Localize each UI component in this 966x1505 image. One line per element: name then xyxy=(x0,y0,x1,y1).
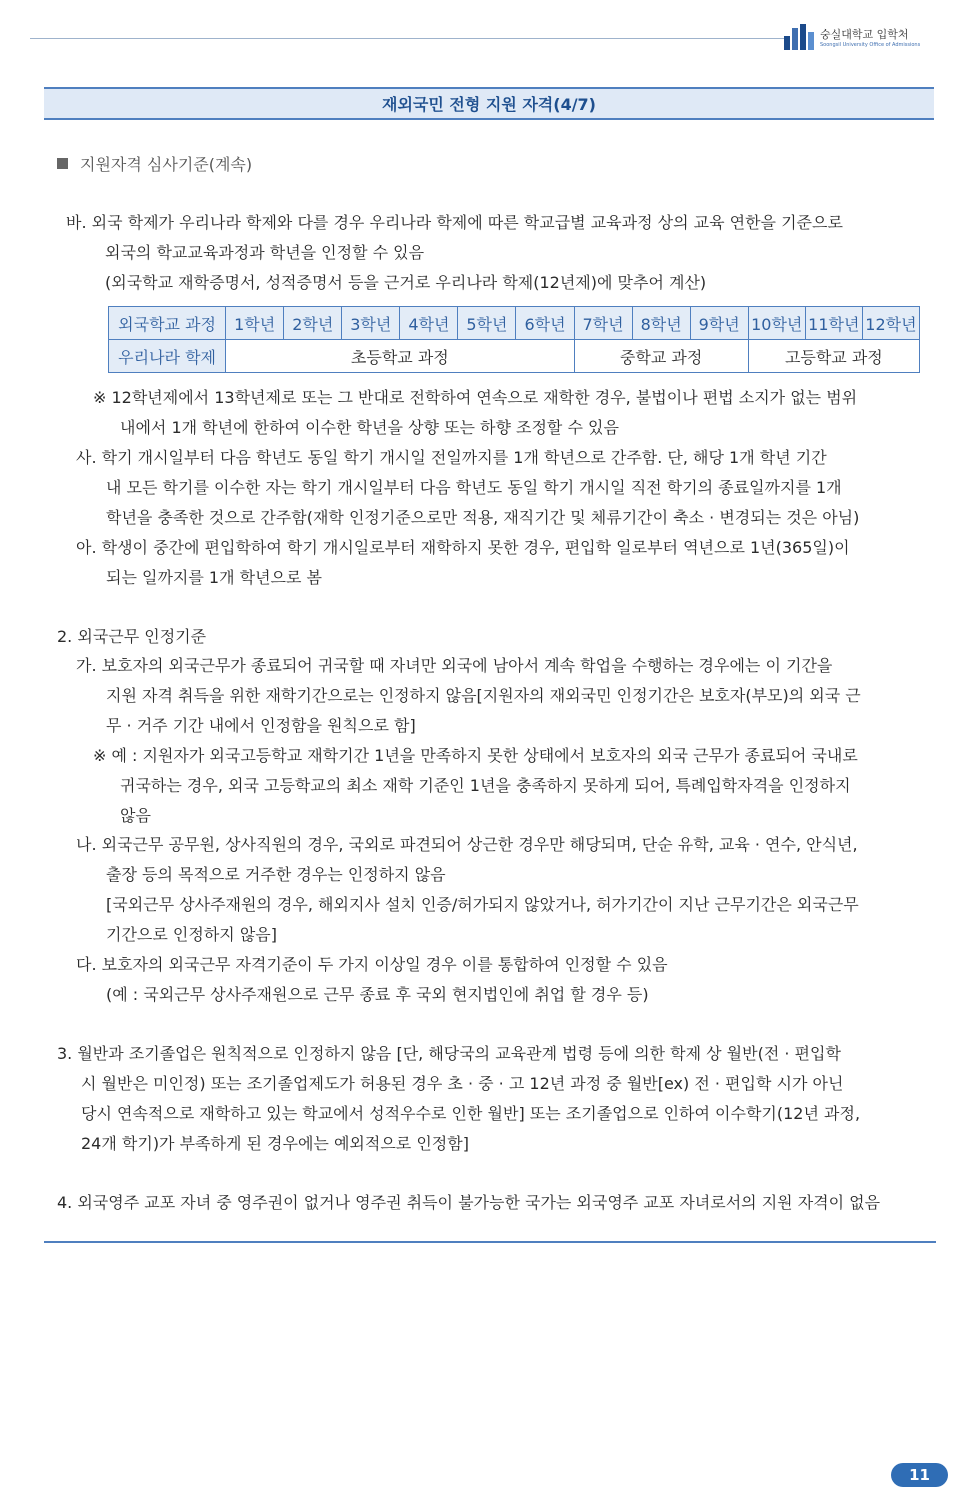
page-title-box xyxy=(44,87,934,120)
logo-english-text: Soongsil University Office of Admissions xyxy=(820,42,921,48)
item-ga-line2: 지원 자격 취득을 위한 재학기간으로는 인정하지 않음[지원자의 재외국민 인정기간은 보호자(부모)의 외국 근 xyxy=(106,686,861,705)
grade-cell: 4학년 xyxy=(400,307,458,340)
item-ga-line3: 무 · 거주 기간 내에서 인정함을 원칙으로 함] xyxy=(106,716,416,735)
grade-cell: 5학년 xyxy=(458,307,516,340)
elementary-cell: 초등학교 과정 xyxy=(226,340,574,373)
grade-comparison-table xyxy=(108,306,920,373)
top-rule xyxy=(30,38,785,39)
note-line: ※ 예 : 지원자가 외국고등학교 재학기간 1년을 만족하지 못한 상태에서 보호자의 외국 근무가 종료되어 국내로 xyxy=(93,746,858,765)
item-na-line2: 출장 등의 목적으로 거주한 경우는 인정하지 않음 xyxy=(106,865,446,884)
item-da-line1: 다. 보호자의 외국근무 자격기준이 두 가지 이상일 경우 이를 통합하여 인정할 수 있음 xyxy=(76,955,668,974)
grade-cell: 2학년 xyxy=(284,307,342,340)
note-line: 내에서 1개 학년에 한하여 이수한 학년을 상향 또는 하향 조정할 수 있음 xyxy=(120,418,619,437)
grade-cell: 1학년 xyxy=(226,307,284,340)
grade-cell: 8학년 xyxy=(632,307,690,340)
logo-korean-text: 숭실대학교 입학처 xyxy=(820,28,909,41)
grade-cell: 12학년 xyxy=(862,307,919,340)
item-ba-line3: (외국학교 재학증명서, 성적증명서 등을 근거로 우리나라 학제(12년제)에 맞추어 계산) xyxy=(105,273,707,292)
item-ba-line2: 외국의 학교교육과정과 학년을 인정할 수 있음 xyxy=(105,243,425,262)
section-heading xyxy=(57,152,252,175)
item-ga-line1: 가. 보호자의 외국근무가 종료되어 귀국할 때 자녀만 외국에 남아서 계속 학업을 수행하는 경우에는 이 기간을 xyxy=(76,656,833,675)
item-a-line1: 아. 학생이 중간에 편입학하여 학기 개시일로부터 재학하지 못한 경우, 편입학 일로부터 역년으로 1년(365일)이 xyxy=(76,538,850,557)
item-sa-line1: 사. 학기 개시일부터 다음 학년도 동일 학기 개시일 전일까지를 1개 학년으로 간주함. 단, 해당 1개 학년 기간 xyxy=(76,448,827,467)
section-2-heading: 2. 외국근무 인정기준 xyxy=(57,627,207,646)
page-number: 11 xyxy=(909,1466,930,1484)
section-3-line4: 24개 학기)가 부족하게 된 경우에는 예외적으로 인정함] xyxy=(81,1134,469,1153)
note-line: 귀국하는 경우, 외국 고등학교의 최소 재학 기준인 1년을 충족하지 못하게 되어, 특례입학자격을 인정하지 xyxy=(120,776,851,795)
item-da-line2: (예 : 국외근무 상사주재원으로 근무 종료 후 국외 현지법인에 취업 할 경우 등) xyxy=(106,985,649,1004)
table-row-header: 우리나라 학제 xyxy=(109,340,226,373)
grade-cell: 6학년 xyxy=(516,307,574,340)
middle-school-cell: 중학교 과정 xyxy=(574,340,748,373)
table-row xyxy=(109,340,920,373)
item-na-line1: 나. 외국근무 공무원, 상사직원의 경우, 국외로 파견되어 상근한 경우만 해당되며, 단순 유학, 교육 · 연수, 안식년, xyxy=(76,835,858,854)
grade-cell: 7학년 xyxy=(574,307,632,340)
item-a-line2: 되는 일까지를 1개 학년으로 봄 xyxy=(106,568,322,587)
item-na-line4: 기간으로 인정하지 않음] xyxy=(106,925,277,944)
section-4-line: 4. 외국영주 교포 자녀 중 영주권이 없거나 영주권 취득이 불가능한 국가는 외국영주 교포 자녀로서의 지원 자격이 없음 xyxy=(57,1193,881,1212)
item-na-line3: [국외근무 상사주재원의 경우, 해외지사 설치 인증/허가되지 않았거나, 허가기간이 지난 근무기간은 외국근무 xyxy=(106,895,859,914)
item-ba-line1: 바. 외국 학제가 우리나라 학제와 다를 경우 우리나라 학제에 따른 학교급별 교육과정 상의 교육 연한을 기준으로 xyxy=(66,213,843,232)
grade-cell: 3학년 xyxy=(342,307,400,340)
item-sa-line3: 학년을 충족한 것으로 간주함(재학 인정기준으로만 적용, 재직기간 및 체류기간이 축소 · 변경되는 것은 아님) xyxy=(106,508,860,527)
bottom-rule xyxy=(44,1241,936,1243)
high-school-cell: 고등학교 과정 xyxy=(748,340,919,373)
logo-mark-icon xyxy=(784,24,814,50)
note-line: 않음 xyxy=(120,806,151,825)
university-logo xyxy=(784,24,920,50)
grade-cell: 10학년 xyxy=(748,307,805,340)
table-row xyxy=(109,307,920,340)
table-row-header: 외국학교 과정 xyxy=(109,307,226,340)
page-number-badge xyxy=(891,1463,948,1487)
section-heading-text: 지원자격 심사기준(계속) xyxy=(80,155,253,174)
section-3-line3: 당시 연속적으로 재학하고 있는 학교에서 성적우수로 인한 월반] 또는 조기졸업으로 인하여 이수학기(12년 과정, xyxy=(81,1104,861,1123)
grade-cell: 9학년 xyxy=(690,307,748,340)
square-bullet-icon xyxy=(57,158,68,169)
grade-cell: 11학년 xyxy=(805,307,862,340)
item-sa-line2: 내 모든 학기를 이수한 자는 학기 개시일부터 다음 학년도 동일 학기 개시일 직전 학기의 종료일까지를 1개 xyxy=(106,478,842,497)
page-title: 재외국민 전형 지원 자격(4/7) xyxy=(381,95,596,114)
section-3-line1: 3. 월반과 조기졸업은 원칙적으로 인정하지 않음 [단, 해당국의 교육관계 법령 등에 의한 학제 상 월반(전 · 편입학 xyxy=(57,1044,841,1063)
note-line: ※ 12학년제에서 13학년제로 또는 그 반대로 전학하여 연속으로 재학한 경우, 불법이나 편법 소지가 없는 범위 xyxy=(93,388,858,407)
section-3-line2: 시 월반은 미인정) 또는 조기졸업제도가 허용된 경우 초 · 중 · 고 12년 과정 중 월반[ex) 전 · 편입학 시가 아닌 xyxy=(81,1074,844,1093)
